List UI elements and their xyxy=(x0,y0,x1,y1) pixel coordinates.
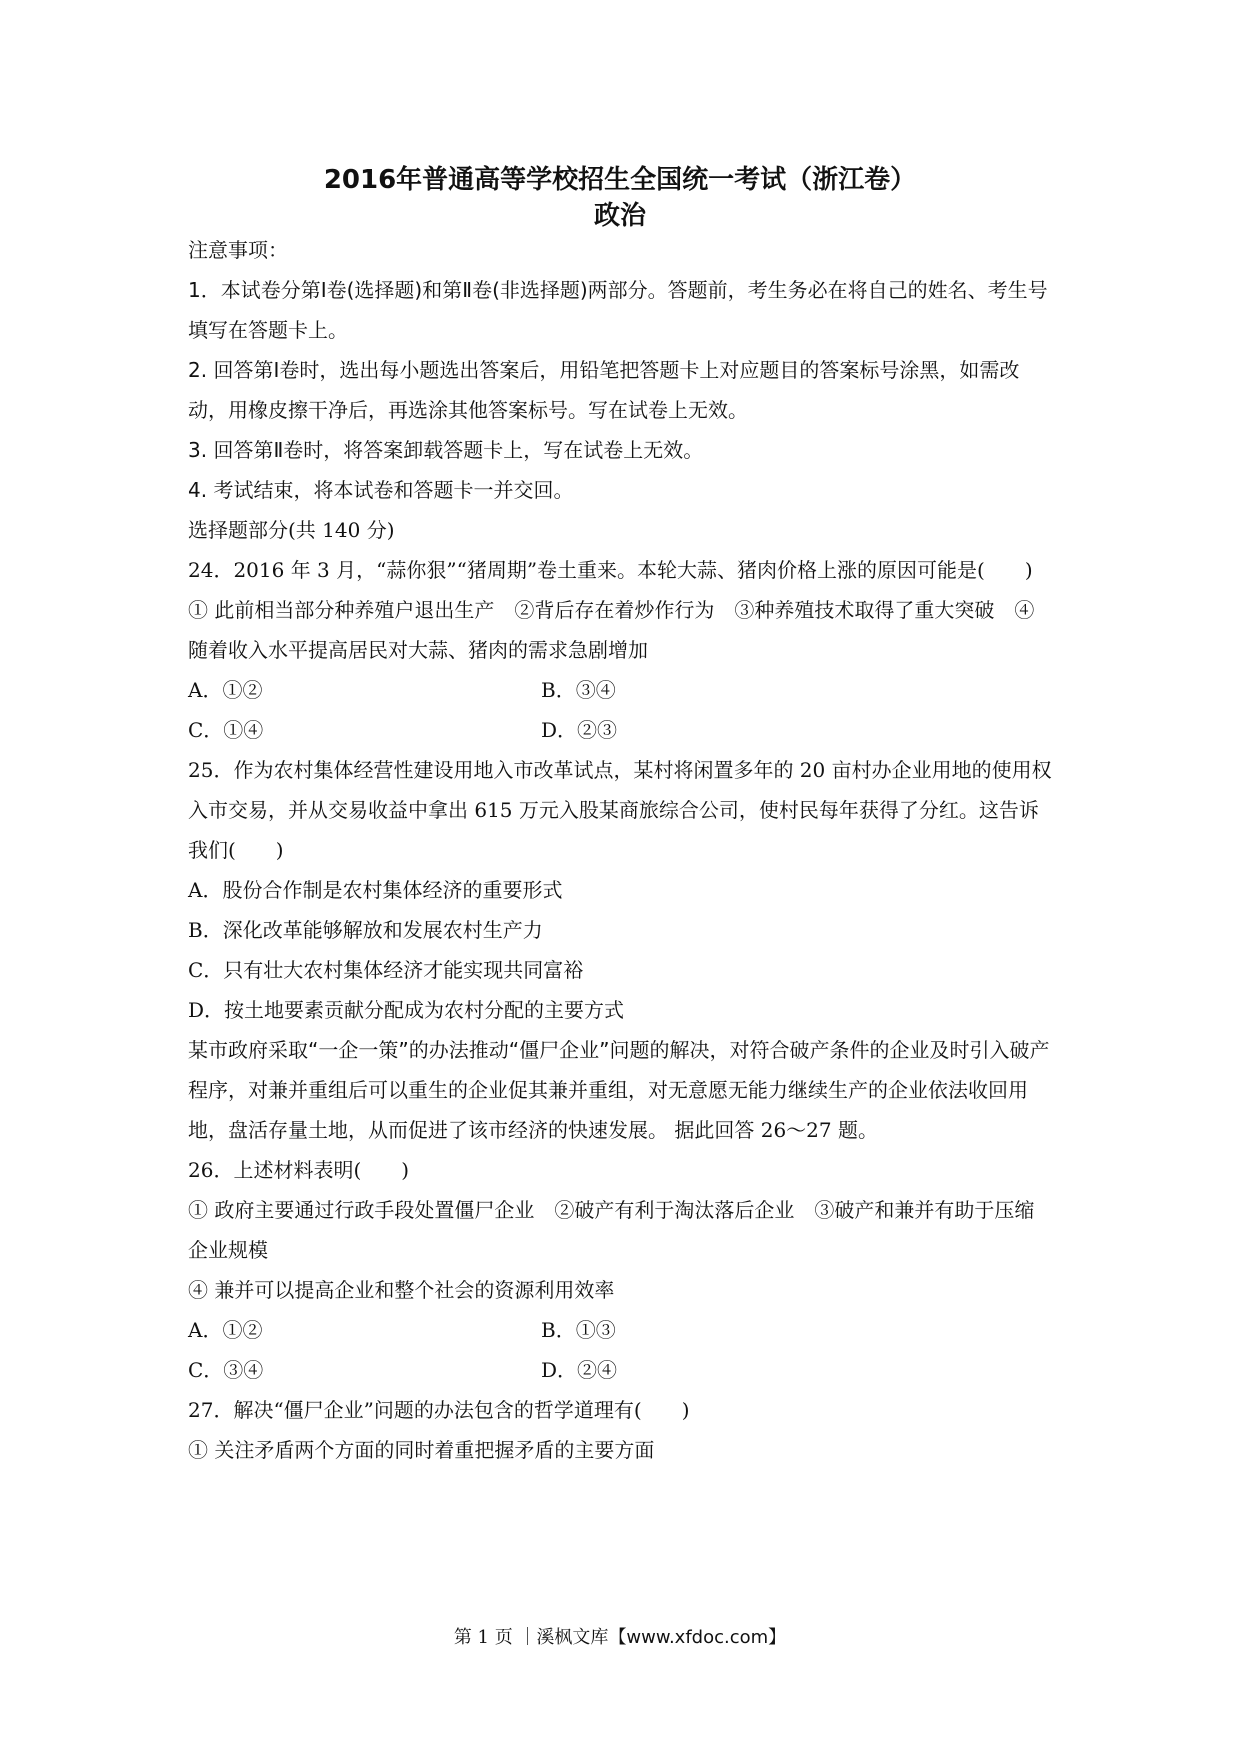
q25-option-b: B．深化改革能够解放和发展农村生产力 xyxy=(188,918,543,942)
q24-options-row-1 xyxy=(188,670,1054,710)
q26-stem: 26．上述材料表明( ) xyxy=(188,1158,410,1182)
q26-option-b: B．①③ xyxy=(541,1318,616,1342)
q26-statements-2: ④ 兼并可以提高企业和整个社会的资源利用效率 xyxy=(188,1278,615,1302)
page-footer xyxy=(0,1625,1240,1651)
q24-options-row-2 xyxy=(188,710,1054,750)
q26-option-a: A．①② xyxy=(188,1318,263,1342)
q27-statement-1: ① 关注矛盾两个方面的同时着重把握矛盾的主要方面 xyxy=(188,1438,655,1462)
q24-option-a: A．①② xyxy=(188,678,263,702)
q26-option-c: C．③④ xyxy=(188,1358,264,1382)
q27-stem: 27．解决“僵尸企业”问题的办法包含的哲学道理有( ) xyxy=(188,1398,690,1422)
header xyxy=(0,162,1240,234)
material-text: 某市政府采取“一企一策”的办法推动“僵尸企业”问题的解决，对符合破产条件的企业及时引入破产程序，对兼并重组后可以重生的企业促其兼并重组，对无意愿无能力继续生产的企业依法收回用地，盘活存量土地，从而促进了该市经济的快速发展。 xyxy=(188,1038,1050,1142)
exam-subject: 政治 xyxy=(593,201,646,231)
q24-option-d: D．②③ xyxy=(541,718,618,742)
material-paragraph xyxy=(188,1030,1054,1150)
q26-options-row-2 xyxy=(188,1350,1054,1390)
q26-options-row-1 xyxy=(188,1310,1054,1350)
notice-heading: 注意事项： xyxy=(188,238,288,262)
notice-item-2: 2. 回答第Ⅰ卷时，选出每小题选出答案后，用铅笔把答题卡上对应题目的答案标号涂黑，如需改动，用橡皮擦干净后，再选涂其他答案标号。写在试卷上无效。 xyxy=(188,358,1020,422)
q25-stem: 25．作为农村集体经营性建设用地入市改革试点，某村将闲置多年的 20 亩村办企业用地的使用权入市交易，并从交易收益中拿出 615 万元入股某商旅综合公司，使村民每年获得了分红。这告诉我们( ) xyxy=(188,758,1052,862)
q24-stem: 24．2016 年 3 月，“蒜你狠”“猪周期”卷土重来。本轮大蒜、猪肉价格上涨的原因可能是( ) xyxy=(188,558,1033,582)
notice-item-4: 4. 考试结束，将本试卷和答题卡一并交回。 xyxy=(188,478,574,502)
q25-option-c: C．只有壮大农村集体经济才能实现共同富裕 xyxy=(188,958,584,982)
footer-page-label: 第 1 页 ｜溪枫文库 xyxy=(453,1627,609,1648)
q25-option-a: A．股份合作制是农村集体经济的重要形式 xyxy=(188,878,563,902)
q26-option-d: D．②④ xyxy=(541,1358,618,1382)
section-title: 选择题部分(共 140 分) xyxy=(188,518,395,542)
q24-option-c: C．①④ xyxy=(188,718,264,742)
q24-option-b: B．③④ xyxy=(541,678,616,702)
notice-item-3: 3. 回答第Ⅱ卷时，将答案卸载答题卡上，写在试卷上无效。 xyxy=(188,438,704,462)
q25-option-d: D．按土地要素贡献分配成为农村分配的主要方式 xyxy=(188,998,625,1022)
q26-statements-1: ① 政府主要通过行政手段处置僵尸企业 ②破产有利于淘汰落后企业 ③破产和兼并有助于压缩企业规模 xyxy=(188,1198,1035,1262)
exam-title: 2016年普通高等学校招生全国统一考试（浙江卷） xyxy=(323,165,917,195)
notice-item-1: 1．本试卷分第Ⅰ卷(选择题)和第Ⅱ卷(非选择题)两部分。答题前，考生务必在将自己的姓名、考生号填写在答题卡上。 xyxy=(188,278,1048,342)
q24-statements: ① 此前相当部分种养殖户退出生产 ②背后存在着炒作行为 ③种养殖技术取得了重大突破 ④随着收入水平提高居民对大蒜、猪肉的需求急剧增加 xyxy=(188,598,1035,662)
footer-url: 【www.xfdoc.com】 xyxy=(608,1627,787,1648)
material-tail: 据此回答 26～27 题。 xyxy=(668,1118,878,1142)
content xyxy=(188,230,1054,1470)
